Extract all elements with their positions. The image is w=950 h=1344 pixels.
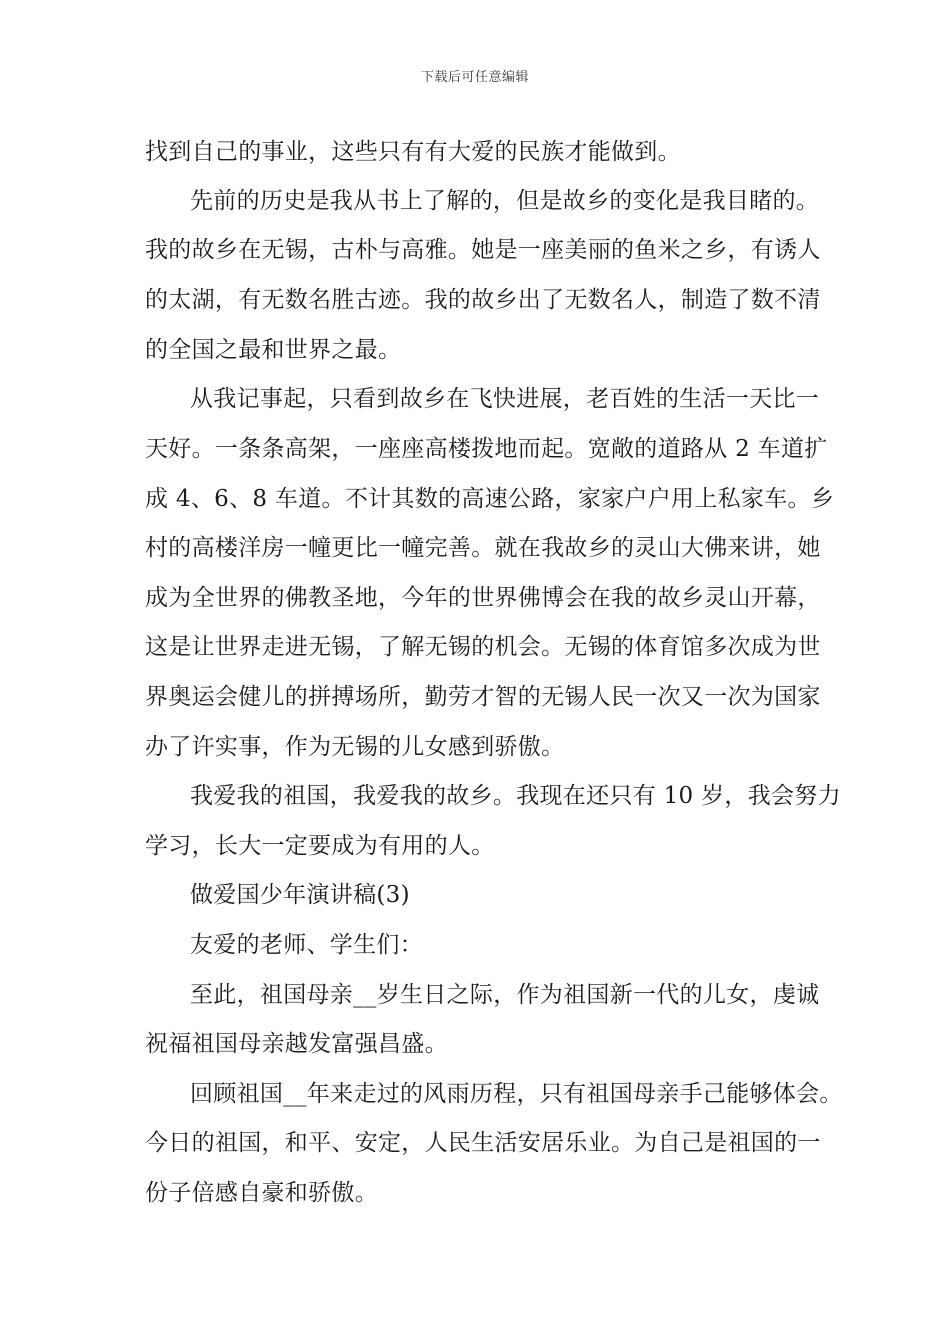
paragraph-line: 回顾祖国__年来走过的风雨历程，只有祖国母亲手己能够体会。 (190, 1081, 843, 1107)
paragraph-line: 村的高楼洋房一幢更比一幢完善。就在我故乡的灵山大佛来讲，她 (145, 535, 821, 561)
paragraph-line: 今日的祖国，和平、安定，人民生活安居乐业。为自己是祖国的一 (145, 1130, 821, 1156)
paragraph-line: 先前的历史是我从书上了解的，但是故乡的变化是我目睹的。 (190, 188, 820, 214)
paragraph-line: 至此，祖国母亲__岁生日之际，作为祖国新一代的儿女，虔诚 (190, 982, 820, 1008)
paragraph-line: 这是让世界走进无锡，了解无锡的机会。无锡的体育馆多次成为世 (145, 634, 821, 660)
paragraph-line: 界奥运会健儿的拼搏场所，勤劳才智的无锡人民一次又一次为国家 (145, 684, 821, 710)
paragraph-line: 成 4、6、8 车道。不计其数的高速公路，家家户户用上私家车。乡 (145, 486, 835, 512)
paragraph-line: 天好。一条条高架，一座座高楼拨地而起。宽敞的道路从 2 车道扩 (145, 436, 828, 462)
paragraph-line: 祝福祖国母亲越发富强昌盛。 (145, 1031, 448, 1057)
paragraph-line: 我的故乡在无锡，古朴与高雅。她是一座美丽的鱼米之乡，有诱人 (145, 237, 821, 263)
paragraph-line: 学习，长大一定要成为有用的人。 (145, 833, 495, 859)
paragraph-line: 找到自己的事业，这些只有有大爱的民族才能做到。 (145, 139, 681, 165)
paragraph-line: 份子倍感自豪和骄傲。 (145, 1180, 378, 1206)
paragraph-line: 成为全世界的佛教圣地，今年的世界佛博会在我的故乡灵山开幕， (145, 585, 821, 611)
salutation-line: 友爱的老师、学生们： (190, 932, 423, 958)
section-title: 做爱国少年演讲稿(3) (190, 882, 410, 908)
paragraph-line: 从我记事起，只看到故乡在飞快进展，老百姓的生活一天比一 (190, 386, 820, 412)
paragraph-line: 的全国之最和世界之最。 (145, 337, 402, 363)
paragraph-line: 我爱我的祖国，我爱我的故乡。我现在还只有 10 岁，我会努力 (190, 783, 841, 809)
paragraph-line: 的太湖，有无数名胜古迹。我的故乡出了无数名人，制造了数不清 (145, 287, 821, 313)
page-header: 下载后可任意编辑 (420, 70, 529, 85)
paragraph-line: 办了许实事，作为无锡的儿女感到骄傲。 (145, 734, 565, 760)
